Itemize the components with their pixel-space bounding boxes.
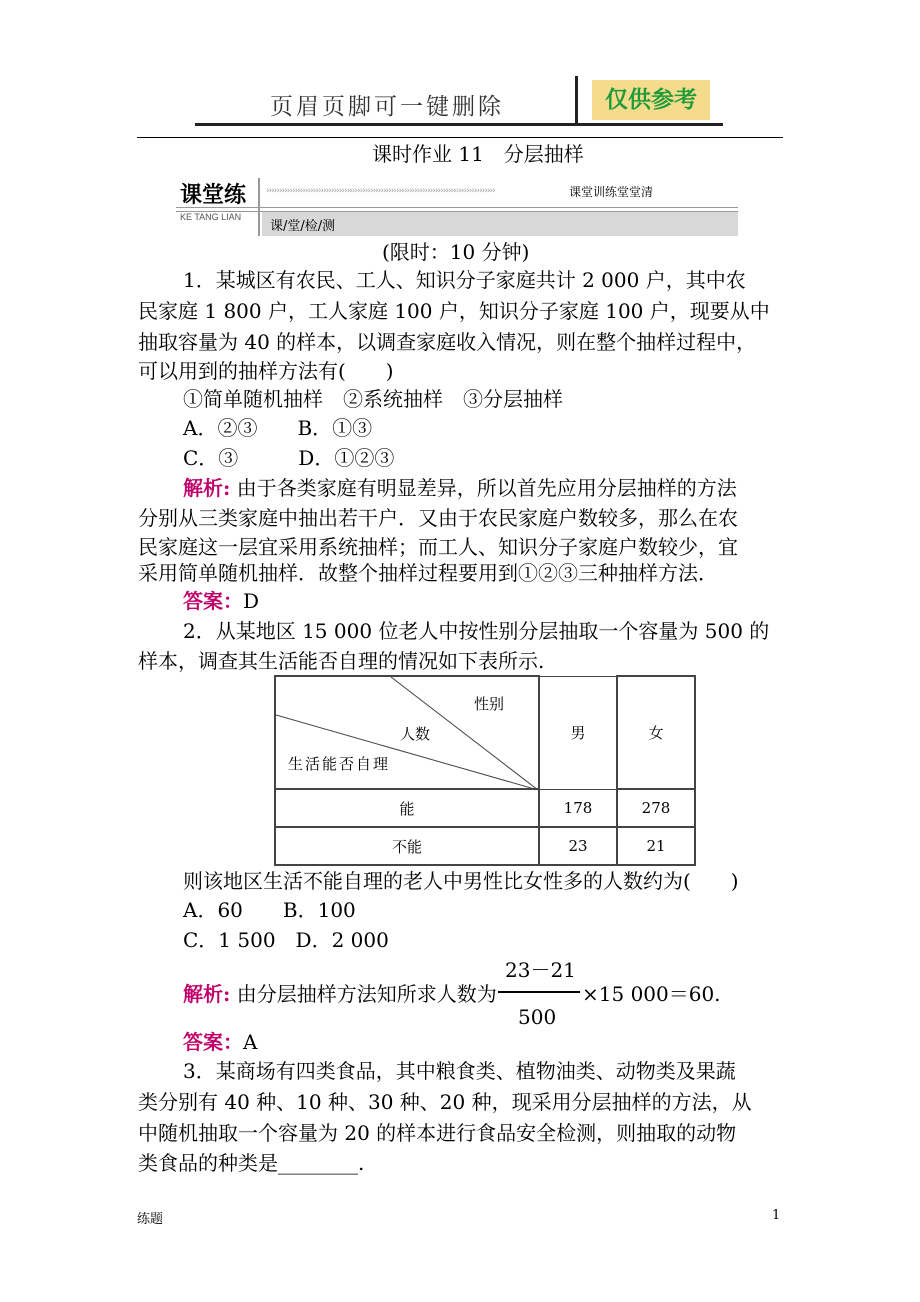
arrows-decoration: ›››››››››››››››››››››››››››››››››››››››››››››››››››››››››››››››››››››››››››››››››››››››› (266, 186, 495, 196)
q1-line: 1．某城区有农民、工人、知识分子家庭共计 2 000 户，其中农 (183, 268, 746, 292)
header-underline (195, 123, 723, 126)
col-male: 男 (539, 676, 617, 789)
q1-line: 抽取容量为 40 的样本，以调查家庭收入情况，则在整个抽样过程中， (138, 330, 757, 354)
q2-analysis-tail: ×15 000＝60. (582, 982, 721, 1006)
header-divider (575, 76, 578, 126)
reference-badge: 仅供参考 (592, 80, 710, 120)
q1-analysis-line: 采用简单随机抽样．故整个抽样过程要用到①②③三种抽样方法． (138, 561, 718, 585)
fraction-denominator: 500 (518, 1005, 557, 1029)
banner-pinyin: KE TANG LIAN (180, 212, 242, 222)
q1-analysis: 解析: 由于各类家庭有明显差异，所以首先应用分层抽样的方法 (183, 476, 737, 500)
q3-line: 类食品的种类是________. (138, 1151, 365, 1175)
analysis-label: 解析: (183, 476, 231, 500)
q1-analysis-line: 民家庭这一层宜采用系统抽样；而工人、知识分子家庭户数较少，宜 (138, 535, 738, 559)
banner-subtitle: 课/堂/检/测 (270, 219, 336, 234)
time-limit: (限时：10 分钟) (382, 240, 530, 264)
q2-answer: 答案：A (183, 1030, 258, 1054)
fraction-bar (498, 991, 580, 993)
q3-line: 3．某商场有四类食品，其中粮食类、植物油类、动物类及果蔬 (183, 1059, 736, 1083)
diagonal-header-cell (275, 676, 539, 789)
banner-slogan: 课堂训练堂堂清 (566, 183, 656, 200)
data-table (274, 675, 696, 866)
q2-options-cd: C．1 500 D．2 000 (183, 928, 389, 952)
banner-title: 课堂练 (180, 183, 247, 208)
q1-options-cd: C．③ D．①②③ (183, 446, 395, 470)
header-rule (137, 137, 783, 138)
q1-answer: 答案：D (183, 589, 260, 613)
table-row: 不能 23 21 (275, 827, 695, 865)
header-self-care: 生活能否自理 (288, 755, 391, 773)
q2-options-ab: A．60 B．100 (183, 898, 356, 922)
section-banner (176, 178, 738, 236)
col-female: 女 (617, 676, 695, 789)
q2-line: 样本，调查其生活能否自理的情况如下表所示. (138, 649, 545, 673)
q1-options-ab: A．②③ B．①③ (183, 416, 373, 440)
header-count: 人数 (400, 725, 431, 743)
q1-methods: ①简单随机抽样 ②系统抽样 ③分层抽样 (183, 387, 563, 411)
q1-analysis-line: 分别从三类家庭中抽出若干户．又由于农民家庭户数较多，那么在农 (138, 506, 738, 530)
q3-line: 类分别有 40 种、10 种、30 种、20 种，现采用分层抽样的方法，从 (138, 1090, 752, 1114)
q2-line: 2．从某地区 15 000 位老人中按性别分层抽取一个容量为 500 的 (183, 619, 770, 643)
header-gender: 性别 (474, 695, 505, 713)
page-number: 1 (772, 1208, 781, 1223)
q1-line: 可以用到的抽样方法有( ) (138, 359, 394, 383)
table-row: 能 178 278 (275, 789, 695, 827)
footer-label: 练题 (137, 1212, 164, 1227)
page-title: 课时作业 11 分层抽样 (372, 142, 584, 166)
q2-question: 则该地区生活不能自理的老人中男性比女性多的人数约为( ) (183, 869, 739, 893)
q1-line: 民家庭 1 800 户，工人家庭 100 户，知识分子家庭 100 户，现要从中 (138, 299, 770, 323)
q3-line: 中随机抽取一个容量为 20 的样本进行食品安全检测，则抽取的动物 (138, 1121, 737, 1145)
fraction-numerator: 23－21 (505, 958, 576, 982)
header-text: 页眉页脚可一键删除 (270, 94, 504, 120)
q2-analysis: 解析: 由分层抽样方法知所求人数为 (183, 982, 497, 1006)
